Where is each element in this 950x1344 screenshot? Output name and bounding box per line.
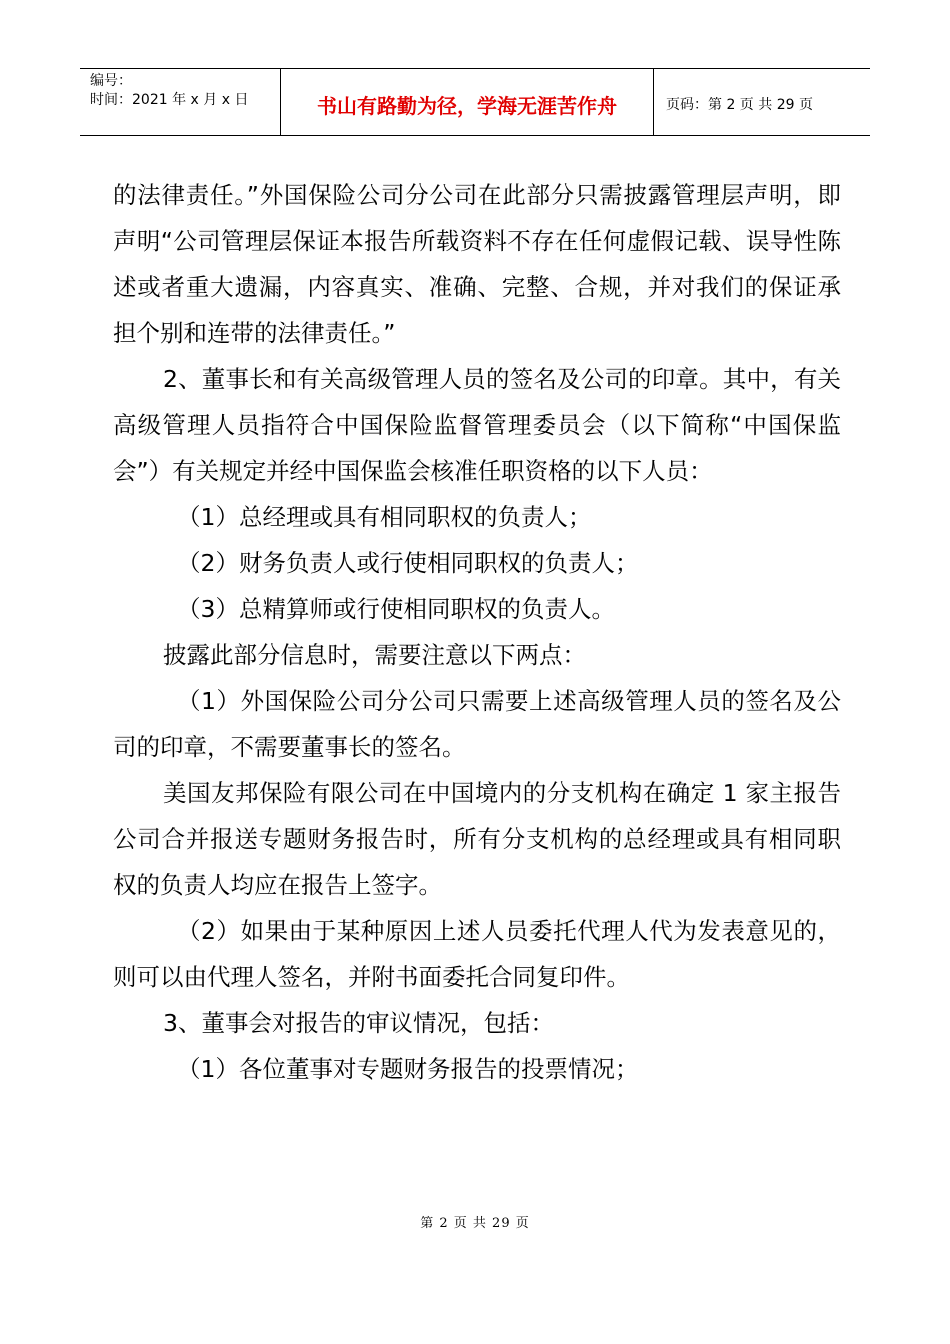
- paragraph: 3、董事会对报告的审议情况，包括：: [163, 1009, 554, 1037]
- list-item: （3）总精算师或行使相同职权的负责人。: [177, 595, 615, 623]
- paragraph: 美国友邦保险有限公司在中国境内的分支机构在确定 1 家主报告公司合并报送专题财务报告时，所有分支机构的总经理或具有相同职权的负责人均应在报告上签字。: [113, 779, 841, 899]
- page-footer: 第 2 页 共 29 页: [420, 1216, 530, 1231]
- header-motto: 书山有路勤为径，学海无涯苦作舟: [281, 69, 654, 135]
- paragraph: 2、董事长和有关高级管理人员的签名及公司的印章。其中，有关高级管理人员指符合中国保险监督管理委员会（以下简称“中国保监会”）有关规定并经中国保监会核准任职资格的以下人员：: [113, 365, 841, 485]
- header-page-info: 页码：第 2 页 共 29 页: [666, 97, 813, 113]
- header-number-label: 编号：: [90, 73, 132, 89]
- list-item: （2）财务负责人或行使相同职权的负责人；: [177, 549, 639, 577]
- document-body: [113, 172, 841, 1092]
- paragraph: 的法律责任。”外国保险公司分公司在此部分只需披露管理层声明，即声明“公司管理层保证本报告所载资料不存在任何虚假记载、误导性陈述或者重大遗漏，内容真实、准确、完整、合规，并对我们的保证承担个别和连带的法律责任。”: [113, 181, 841, 347]
- list-item: （1）外国保险公司分公司只需要上述高级管理人员的签名及公司的印章，不需要董事长的签名。: [113, 687, 841, 761]
- list-item: （2）如果由于某种原因上述人员委托代理人代为发表意见的，则可以由代理人签名，并附书面委托合同复印件。: [113, 917, 841, 991]
- list-item: （1）各位董事对专题财务报告的投票情况；: [177, 1055, 639, 1083]
- header-meta: [80, 69, 281, 135]
- paragraph: 披露此部分信息时，需要注意以下两点：: [163, 641, 586, 669]
- list-item: （1）总经理或具有相同职权的负责人；: [177, 503, 592, 531]
- document-header: [80, 68, 870, 136]
- header-date-label: 时间：2021 年 x 月 x 日: [90, 92, 249, 108]
